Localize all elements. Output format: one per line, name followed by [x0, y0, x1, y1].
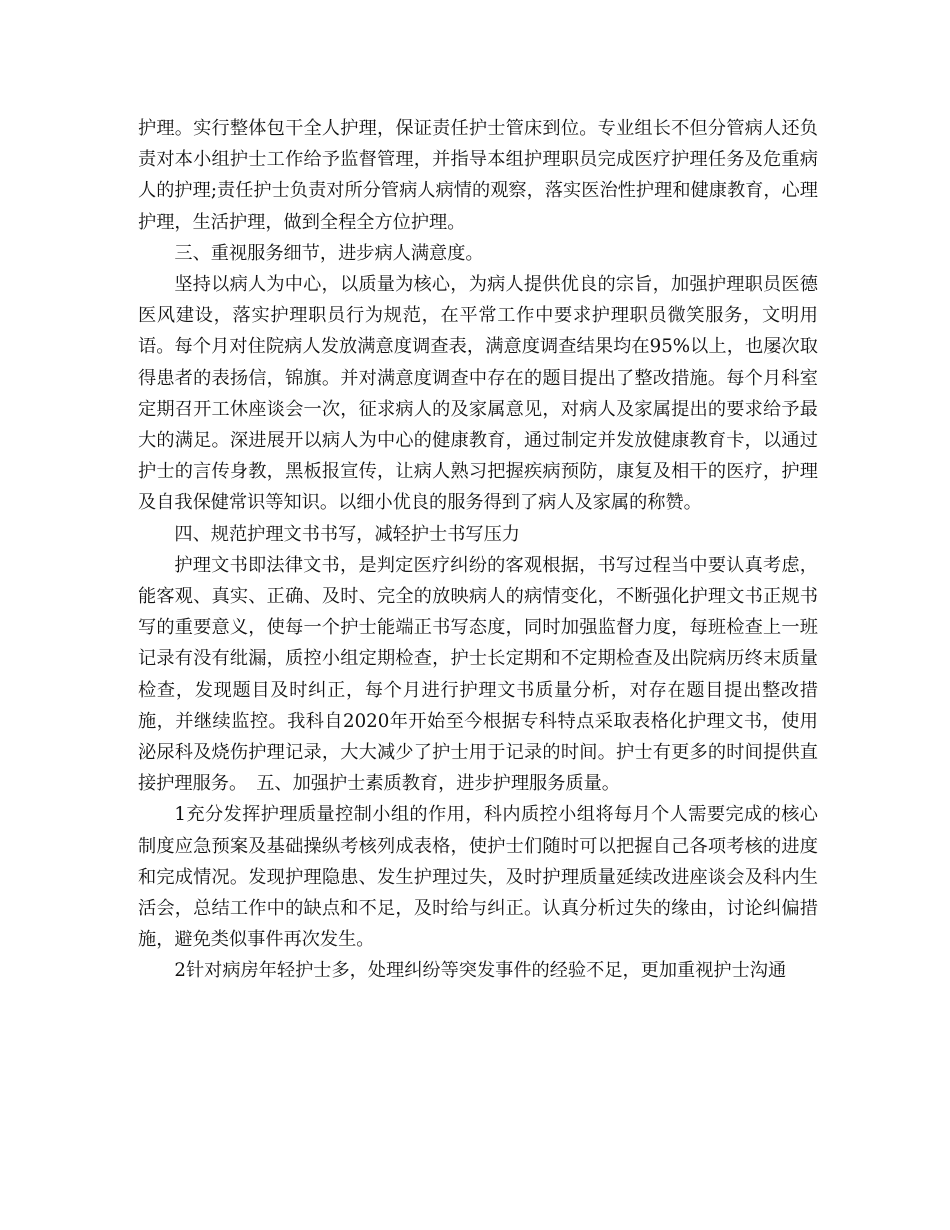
paragraph-5: 护理文书即法律文书，是判定医疗纠纷的客观根据，书写过程当中要认真考虑，能客观、真实、正确、及时、完全的放映病人的病情变化，不断强化护理文书正规书写的重要意义，使每一个护士能端正书写态度，同时加强监督力度，每班检查上一班记录有没有纰漏，质控小组定期检查，护士长定期和不定期检查及出院病历终末质量检查，发现题目及时纠正，每个月进行护理文书质量分析，对存在题目提出整改措施，并继续监控。我科自2020年开始至今根据专科特点采取表格化护理文书，使用泌尿科及烧伤护理记录，大大减少了护士用于记录的时间。护士有更多的时间提供直接护理服务。 五、加强护士素质教育，进步护理服务质量。	[138, 554, 818, 795]
section-heading-4: 四、规范护理文书书写，减轻护士书写压力	[174, 523, 520, 545]
paragraph-7: 2针对病房年轻护士多，处理纠纷等突发事件的经验不足，更加重视护士沟通	[174, 960, 787, 982]
paragraph-1: 护理。实行整体包干全人护理，保证责任护士管床到位。专业组长不但分管病人还负责对本小组护士工作给予监督管理，并指导本组护理职员完成医疗护理任务及危重病人的护理;责任护士负责对所分管病人病情的观察，落实医治性护理和健康教育，心理护理，生活护理，做到全程全方位护理。	[138, 118, 818, 233]
paragraph-6: 1充分发挥护理质量控制小组的作用，科内质控小组将每月个人需要完成的核心制度应急预案及基础操纵考核列成表格，使护士们随时可以把握自己各项考核的进度和完成情况。发现护理隐患、发生护理过失，及时护理质量延续改进座谈会及科内生活会，总结工作中的缺点和不足，及时给与纠正。认真分析过失的缘由，讨论纠偏措施，避免类似事件再次发生。	[138, 804, 818, 951]
paragraph-3: 坚持以病人为中心，以质量为核心，为病人提供优良的宗旨，加强护理职员医德医风建设，落实护理职员行为规范，在平常工作中要求护理职员微笑服务，文明用语。每个月对住院病人发放满意度调查表，满意度调查结果均在95%以上，也屡次取得患者的表扬信，锦旗。并对满意度调查中存在的题目提出了整改措施。每个月科室定期召开工休座谈会一次，征求病人的及家属意见，对病人及家属提出的要求给予最大的满足。深进展开以病人为中心的健康教育，通过制定并发放健康教育卡，以通过护士的言传身教，黑板报宣传，让病人熟习把握疾病预防，康复及相干的医疗，护理及自我保健常识等知识。以细小优良的服务得到了病人及家属的称赞。	[138, 274, 818, 514]
document-page	[138, 113, 818, 987]
section-heading-3: 三、重视服务细节，进步病人满意度。	[174, 242, 484, 264]
